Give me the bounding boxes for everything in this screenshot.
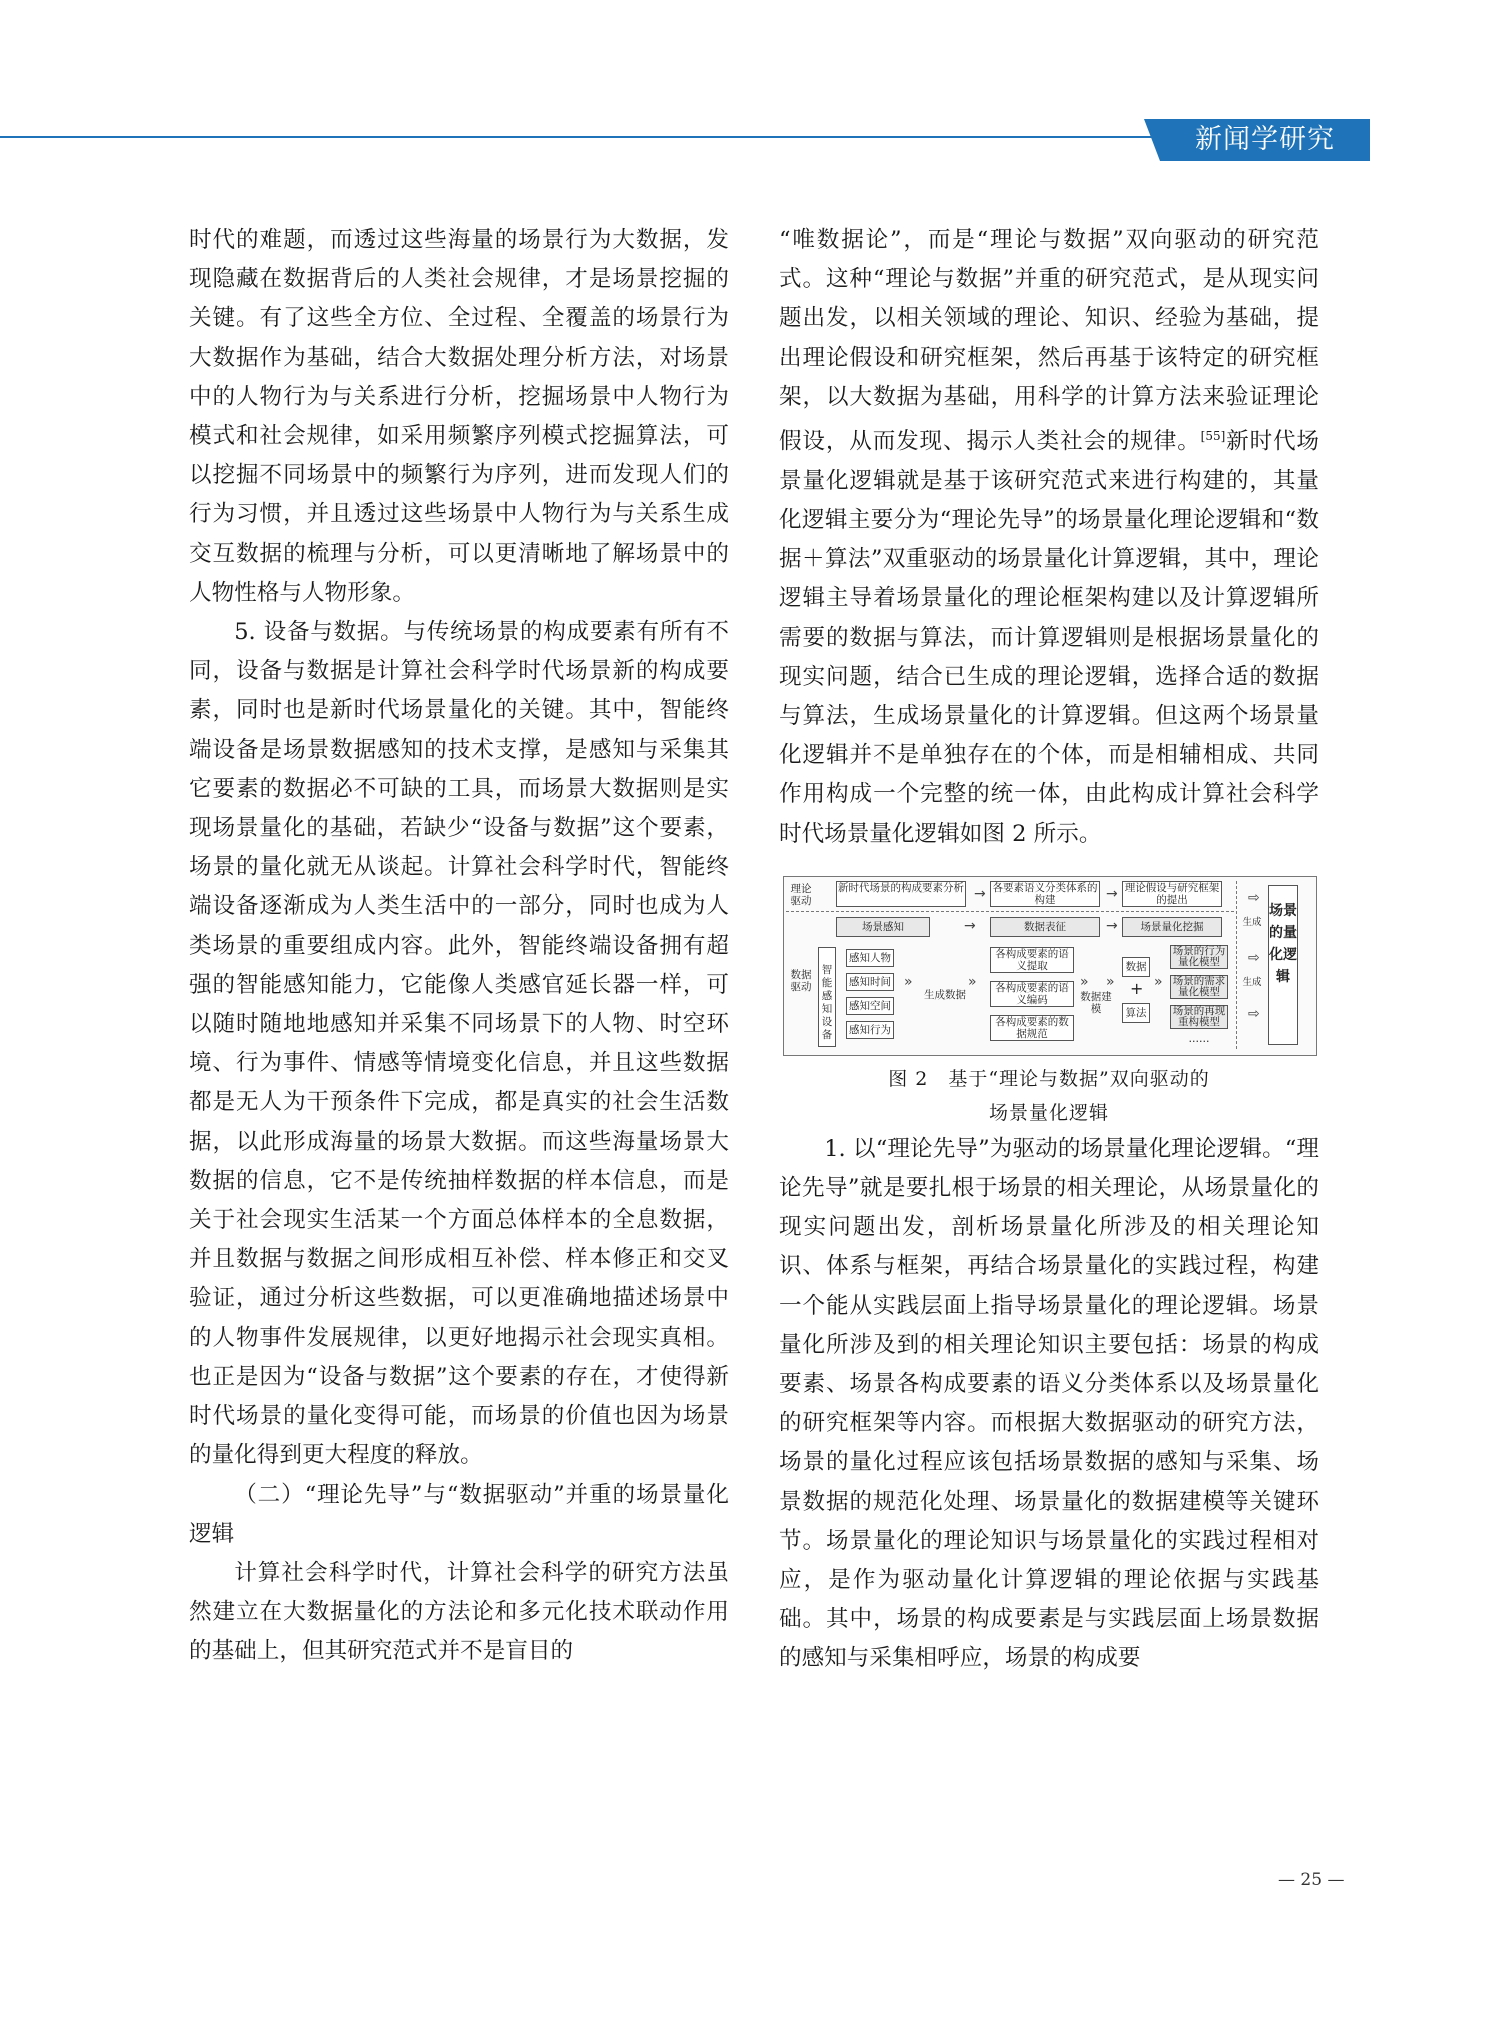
data-driven-label: 数据驱动 bbox=[790, 968, 812, 993]
smart-device-box: 智能感知设备 bbox=[818, 947, 836, 1047]
paragraph: 1. 以“理论先导”为驱动的场景量化理论逻辑。“理论先导”就是要扎根于场景的相关理论，从场景量化的现实问题出发，剖析场景量化所涉及的相关理论知识、体系与框架，再结合场景量化的实践过程，构建一个能从实践层面上指导场景量化的理论逻辑。场景量化所涉及到的相关理论知识主要包括：场景的构成要素、场景各构成要素的语义分类体系以及场景量化的研究框架等内容。而根据大数据驱动的研究方法，场景的量化过程应该包括场景数据的感知与采集、场景数据的规范化处理、场景量化的数据建模等关键环节。场景量化的理论知识与场景量化的实践过程相对应，是作为驱动量化计算逻辑的理论依据与实践基础。其中，场景的构成要素是与实践层面上场景数据的感知与采集相呼应，场景的构成要 bbox=[779, 1135, 1319, 1672]
stage-perception: 场景感知 bbox=[836, 917, 930, 937]
model-reconstruct: 场景的再现重构模型 bbox=[1170, 1005, 1228, 1029]
theory-box-semantic: 各要素语义分类体系的构建 bbox=[990, 881, 1100, 907]
algorithm-box: 算法 bbox=[1122, 1003, 1150, 1023]
caption-line: 图 2 基于“理论与数据”双向驱动的 bbox=[888, 1067, 1210, 1090]
paragraph: 5. 设备与数据。与传统场景的构成要素有所有不同，设备与数据是计算社会科学时代场景新的构成要素，同时也是新时代场景量化的关键。其中，智能终端设备是场景数据感知的技术支撑，是感知与采集其它要素的数据必不可缺的工具，而场景大数据则是实现场景量化的基础，若缺少“设备与数据”这个要素，场景的量化就无从谈起。计算社会科学时代，智能终端设备逐渐成为人类生活中的一部分，同时也成为人类场景的重要组成内容。此外，智能终端设备拥有超强的智能感知能力，它能像人类感官延长器一样，可以随时随地地感知并采集不同场景下的人物、时空环境、行为事件、情感等情境变化信息，并且这些数据都是无人为干预条件下完成，都是真实的社会生活数据，以此形成海量的场景大数据。而这些海量场景大数据的信息，它不是传统抽样数据的样本信息，而是关于社会现实生活某一个方面总体样本的全息数据，并且数据与数据之间形成相互补偿、样本修正和交叉验证，通过分析这些数据，可以更准确地描述场景中的人物事件发展规律，以更好地揭示社会现实真相。也正是因为“设备与数据”这个要素的存在，才使得新时代场景的量化变得可能，而场景的价值也因为场景的量化得到更大程度的释放。 bbox=[189, 619, 729, 1469]
sense-behavior: 感知行为 bbox=[846, 1021, 894, 1039]
paragraph: 计算社会科学时代，计算社会科学的研究方法虽然建立在大数据量化的方法论和多元化技术联动作用的基础上，但其研究范式并不是盲目的 bbox=[189, 1559, 729, 1665]
theory-box-framework: 理论假设与研究框架的提出 bbox=[1122, 881, 1222, 907]
model-demand: 场景的需求量化模型 bbox=[1170, 975, 1228, 999]
generate-data-label: 生成数据 bbox=[924, 988, 966, 1001]
chevron-icon: » bbox=[1106, 973, 1115, 990]
generate-label: 生成 bbox=[1242, 976, 1262, 988]
right-column bbox=[779, 221, 1319, 1679]
sense-person: 感知人物 bbox=[846, 949, 894, 967]
plus-icon: + bbox=[1130, 978, 1144, 998]
sense-space: 感知空间 bbox=[846, 997, 894, 1015]
chevron-icon: » bbox=[904, 973, 913, 990]
figure-2 bbox=[779, 876, 1319, 1130]
arrow-icon: ⇨ bbox=[1248, 949, 1260, 966]
chevron-icon: » bbox=[968, 973, 977, 990]
arrow-icon: → bbox=[1106, 917, 1118, 934]
arrow-icon: ⇨ bbox=[1248, 889, 1260, 906]
divider bbox=[786, 911, 1234, 912]
chevron-icon: » bbox=[1154, 973, 1163, 990]
caption-line: 场景量化逻辑 bbox=[988, 1101, 1109, 1124]
paragraph: “唯数据论”，而是“理论与数据”双向驱动的研究范式。这种“理论与数据”并重的研究范式，是从现实问题出发，以相关领域的理论、知识、经验为基础，提出理论假设和研究框架，然后再基于该特定的研究框架，以大数据为基础，用科学的计算方法来验证理论假设，从而发现、揭示人类社会的规律。[55]新时代场景量化逻辑就是基于该研究范式来进行构建的，其量化逻辑主要分为“理论先导”的场景量化理论逻辑和“数据＋算法”双重驱动的场景量化计算逻辑，其中，理论逻辑主导着场景量化的理论框架构建以及计算逻辑所需要的数据与算法，而计算逻辑则是根据场景量化的现实问题，结合已生成的理论逻辑，选择合适的数据与算法，生成场景量化的计算逻辑。但这两个场景量化逻辑并不是单独存在的个体，而是相辅相成、共同作用构成一个完整的统一体，由此构成计算社会科学时代场景量化逻辑如图 2 所示。 bbox=[779, 227, 1320, 847]
journal-section-tab: 新闻学研究 bbox=[1160, 119, 1370, 161]
arrow-icon: → bbox=[974, 885, 986, 902]
arrow-icon: → bbox=[964, 917, 976, 934]
paragraph: 时代的难题，而透过这些海量的场景行为大数据，发现隐藏在数据背后的人类社会规律，才是场景挖掘的关键。有了这些全方位、全过程、全覆盖的场景行为大数据作为基础，结合大数据处理分析方法，对场景中的人物行为与关系进行分析，挖掘场景中人物行为模式和社会规律，如采用频繁序列模式挖掘算法，可以挖掘不同场景中的频繁行为序列，进而发现人们的行为习惯，并且透过这些场景中人物行为与关系生成交互数据的梳理与分析，可以更清晰地了解场景中的人物性格与人物形象。 bbox=[189, 227, 729, 606]
stage-mining: 场景量化挖掘 bbox=[1122, 917, 1222, 937]
more-models: …… bbox=[1188, 1032, 1210, 1045]
figure-caption bbox=[779, 1062, 1319, 1130]
quantification-logic-box: 场景的量化逻辑 bbox=[1268, 885, 1298, 1045]
generate-label: 生成 bbox=[1242, 916, 1262, 928]
arrow-icon: → bbox=[1106, 885, 1118, 902]
chevron-icon: » bbox=[1080, 973, 1089, 990]
page-number: — 25 — bbox=[1278, 1870, 1345, 1890]
theory-driven-label: 理论驱动 bbox=[790, 882, 812, 907]
figure-diagram bbox=[783, 876, 1317, 1056]
stage-representation: 数据表征 bbox=[990, 917, 1100, 937]
sense-time: 感知时间 bbox=[846, 973, 894, 991]
step-extract: 各构成要素的语义提取 bbox=[990, 947, 1074, 973]
divider bbox=[1236, 881, 1237, 1049]
step-normalize: 各构成要素的数据规范 bbox=[990, 1015, 1074, 1041]
citation-ref: [55] bbox=[1200, 429, 1226, 444]
theory-box-elements: 新时代场景的构成要素分析 bbox=[836, 881, 966, 907]
model-behavior: 场景的行为量化模型 bbox=[1170, 945, 1228, 969]
left-column bbox=[189, 221, 729, 1672]
modeling-label: 数据建模 bbox=[1080, 990, 1112, 1015]
step-encode: 各构成要素的语义编码 bbox=[990, 981, 1074, 1007]
data-box: 数据 bbox=[1122, 957, 1150, 977]
section-heading: （二）“理论先导”与“数据驱动”并重的场景量化逻辑 bbox=[189, 1481, 729, 1547]
header-rule bbox=[0, 136, 1160, 138]
arrow-icon: ⇨ bbox=[1248, 1005, 1260, 1022]
